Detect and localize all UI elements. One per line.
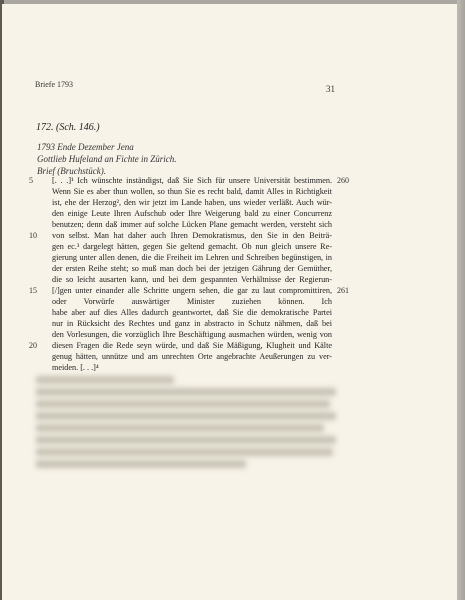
line-number: 10 [29, 231, 37, 240]
body-line: gierung unter allen denen, die die Freiheit im Lehren und Schreiben begünstigen, in [52, 253, 332, 262]
line-number: 5 [29, 176, 33, 185]
line-number: 15 [29, 286, 37, 295]
body-line: der ersten Reihe steht; so muß man doch bei der jetzigen Gährung der Gemüther, [52, 264, 332, 273]
blurred-footnotes [36, 376, 336, 472]
letter-date-place: 1793 Ende Dezember Jena [37, 142, 134, 152]
body-line: habe aber auf dies Alles dadurch geantwortet, daß Sie die demokratische Partei [52, 308, 332, 317]
letter-sender-recipient: Gottlieb Hufeland an Fichte in Zürich. [37, 154, 177, 164]
body-line: benutzen; denn daß immer auf solche Lücken Plane gemacht werden, versteht sich [52, 220, 332, 229]
margin-page-ref: 261 [337, 286, 349, 295]
body-line: [/]gen unter einander alle Schritte ungern sehen, die gar zu laut compromittiren, [52, 286, 332, 295]
body-line: gen ec.³ dargelegt hätten, gegen Sie geltend gemacht. Ob nun gleich unsere Re- [52, 242, 332, 251]
running-head: Briefe 1793 [35, 80, 73, 89]
body-line: [. . .]¹ Ich wünschte inständigst, daß Sie Sich für unsere Universität bestimmen. [52, 176, 332, 185]
body-line: von selbst. Man hat daher auch Ihren Demokratismus, den Sie in den Beiträ- [52, 231, 332, 240]
margin-page-ref: 260 [337, 176, 349, 185]
line-number: 20 [29, 341, 37, 350]
letter-type: Brief (Bruchstück). [37, 166, 106, 176]
page-number: 31 [326, 84, 335, 94]
body-line: den Vorlesungen, die vorzüglich Ihre Beschäftigung ausmachen würden, wenig von [52, 330, 332, 339]
body-line: diesen Fragen die Rede seyn würde, und daß Sie Mäßigung, Klugheit und Kälte [52, 341, 332, 350]
body-line: die so leicht ausarten kann, und bei dem gespannten Verhältnisse der Regierun- [52, 275, 332, 284]
body-line: oder Vorwürfe auswärtiger Minister zuziehen können. Ich [52, 297, 332, 306]
body-line: meiden. [. . .]⁴ [52, 363, 99, 372]
body-line: genug hätten, unnütze und am unrechten Orte angebrachte Aeußerungen zu ver- [52, 352, 332, 361]
body-line: Wenn Sie es aber thun wollen, so thun Sie es recht bald, damit Alles in Richtigkeit [52, 187, 332, 196]
body-line: nur in Rücksicht des Rechtes und ganz in abstracto in Schutz nähmen, daß bei [52, 319, 332, 328]
page-edge [457, 0, 465, 600]
body-line: den einige Leute Ihren Aufschub oder Ihre Weigerung bald zu einer Concurrenz [52, 209, 332, 218]
body-line: ist, ehe der Herzog², den wir jetzt im Lande haben, uns wieder verläßt. Auch wür- [52, 198, 332, 207]
letter-number: 172. (Sch. 146.) [36, 122, 100, 133]
